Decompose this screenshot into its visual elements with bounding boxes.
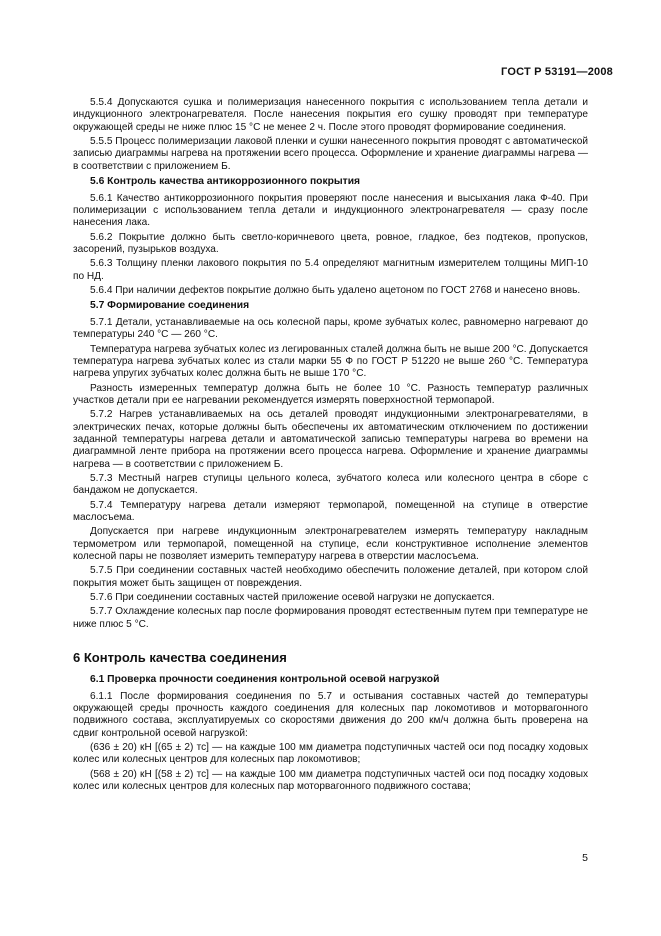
heading-5-6: 5.6 Контроль качества антикоррозионного покрытия — [90, 176, 361, 188]
paragraph-5-7-4: 5.7.4 Температуру нагрева детали измеряют термопарой, помещенной на ступице в отверстие маслосъема. — [73, 499, 588, 523]
paragraph-5-7-1: 5.7.1 Детали, устанавливаемые на ось колесной пары, кроме зубчатых колес, равномерно нагревают до температуры 240 °С — 260 °С. — [73, 316, 588, 341]
page-number: 5 — [582, 852, 588, 864]
heading-6-1: 6.1 Проверка прочности соединения контрольной осевой нагрузкой — [90, 674, 440, 686]
paragraph-5-6-3: 5.6.3 Толщину пленки лакового покрытия по 5.4 определяют магнитным измерителем толщины МИП-10 по НД. — [73, 258, 588, 282]
paragraph-5-7-3: 5.7.3 Местный нагрев ступицы цельного колеса, зубчатого колеса или колесного центра в сборе с бандажом не допускается. — [73, 472, 588, 497]
paragraph-5-7-4-b: Допускается при нагреве индукционным электронагревателем измерять температуру накладным термометром или термопарой, помещенной на ступице, если конструктивное исполнение элементов колесной пары не позволяет измерить температуру нагрева в отверстии маслосъема. — [73, 526, 588, 562]
heading-5-7: 5.7 Формирование соединения — [90, 300, 250, 312]
paragraph-6-1-1-a: (636 ± 20) кН [(65 ± 2) тс] — на каждые 100 мм диаметра подступичных частей оси под посадку ходовых колес или колесных центров для колесных пар локомотивов; — [73, 741, 588, 766]
paragraph-5-7-6: 5.7.6 При соединении составных частей приложение осевой нагрузки не допускается. — [90, 592, 495, 604]
paragraph-5-7-1-b: Температура нагрева зубчатых колес из легированных сталей должна быть не выше 200 °С. Допускается температура нагрева зубчатых колес из стали марки 55 Ф по ГОСТ Р 51220 не выше 260 °С. Температура нагрева упругих зубчатых колес должна быть не выше 170 °С. — [73, 343, 588, 380]
paragraph-5-5-5: 5.5.5 Процесс полимеризации лаковой пленки и сушки нанесенного покрытия проводят с автоматической записью диаграммы нагрева на протяжении всего процесса. Оформление и хранение диаграммы нагрева — в соответствии с приложением Б. — [73, 136, 588, 172]
document-body — [73, 97, 588, 795]
paragraph-5-5-4: 5.5.4 Допускаются сушка и полимеризация нанесенного покрытия с использованием тепла детали и индукционного электронагревателя. После нанесения покрытия его сушку проводят при температуре окружающей среды не ниже плюс 15 °С не менее 2 ч. После этого проводят формирование соединения. — [73, 97, 588, 133]
paragraph-6-1-1-b: (568 ± 20) кН [(58 ± 2) тс] — на каждые 100 мм диаметра подступичных частей оси под посадку ходовых колес или колесных центров для колесных пар моторвагонного подвижного состава; — [73, 768, 588, 792]
paragraph-5-6-4: 5.6.4 При наличии дефектов покрытие должно быть удалено ацетоном по ГОСТ 2768 и нанесено вновь. — [90, 284, 581, 296]
paragraph-5-7-5: 5.7.5 При соединении составных частей необходимо обеспечить положение деталей, при котором слой покрытия может быть защищен от повреждения. — [73, 565, 588, 589]
paragraph-5-6-2: 5.6.2 Покрытие должно быть светло-коричневого цвета, ровное, гладкое, без подтеков, пропусков, засорений, пузырьков воздуха. — [73, 231, 588, 255]
paragraph-5-7-2: 5.7.2 Нагрев устанавливаемых на ось деталей проводят индукционными электронагревателями, в электрических печах, которые должны быть обеспечены их автоматическим отключением по достижении заданной температуры нагрева детали и автоматической записью температуры нагрева во времени на диаграммной ленте прибора на протяжении всего процесса нагрева. Оформление и хранение диаграммы нагрева — в соответствии с приложением Б. — [73, 409, 588, 470]
paragraph-5-6-1: 5.6.1 Качество антикоррозионного покрытия проверяют после нанесения и высыхания лака Ф-40. При полимеризации с использованием тепла детали и индукционного электронагревателя — сразу после нанесения лака. — [73, 192, 588, 229]
paragraph-6-1-1: 6.1.1 После формирования соединения по 5.7 и остывания составных частей до температуры окружающей среды прочность каждого соединения для колесных пар локомотивов и моторвагонного подвижного состава, эксплуатируемых со скоростями движения до 200 км/ч должна быть проверена на сдвиг контрольной осевой нагрузкой: — [73, 690, 588, 739]
heading-section-6: 6 Контроль качества соединения — [73, 650, 287, 666]
paragraph-5-7-7: 5.7.7 Охлаждение колесных пар после формирования проводят естественным путем при температуре не ниже плюс 5 °С. — [73, 606, 588, 630]
standard-code-header: ГОСТ Р 53191—2008 — [501, 66, 613, 78]
paragraph-5-7-1-c: Разность измеренных температур должна быть не более 10 °С. Разность температур различных участков детали при ее нагревании рекомендуется измерять поверхностной термопарой. — [73, 382, 588, 406]
